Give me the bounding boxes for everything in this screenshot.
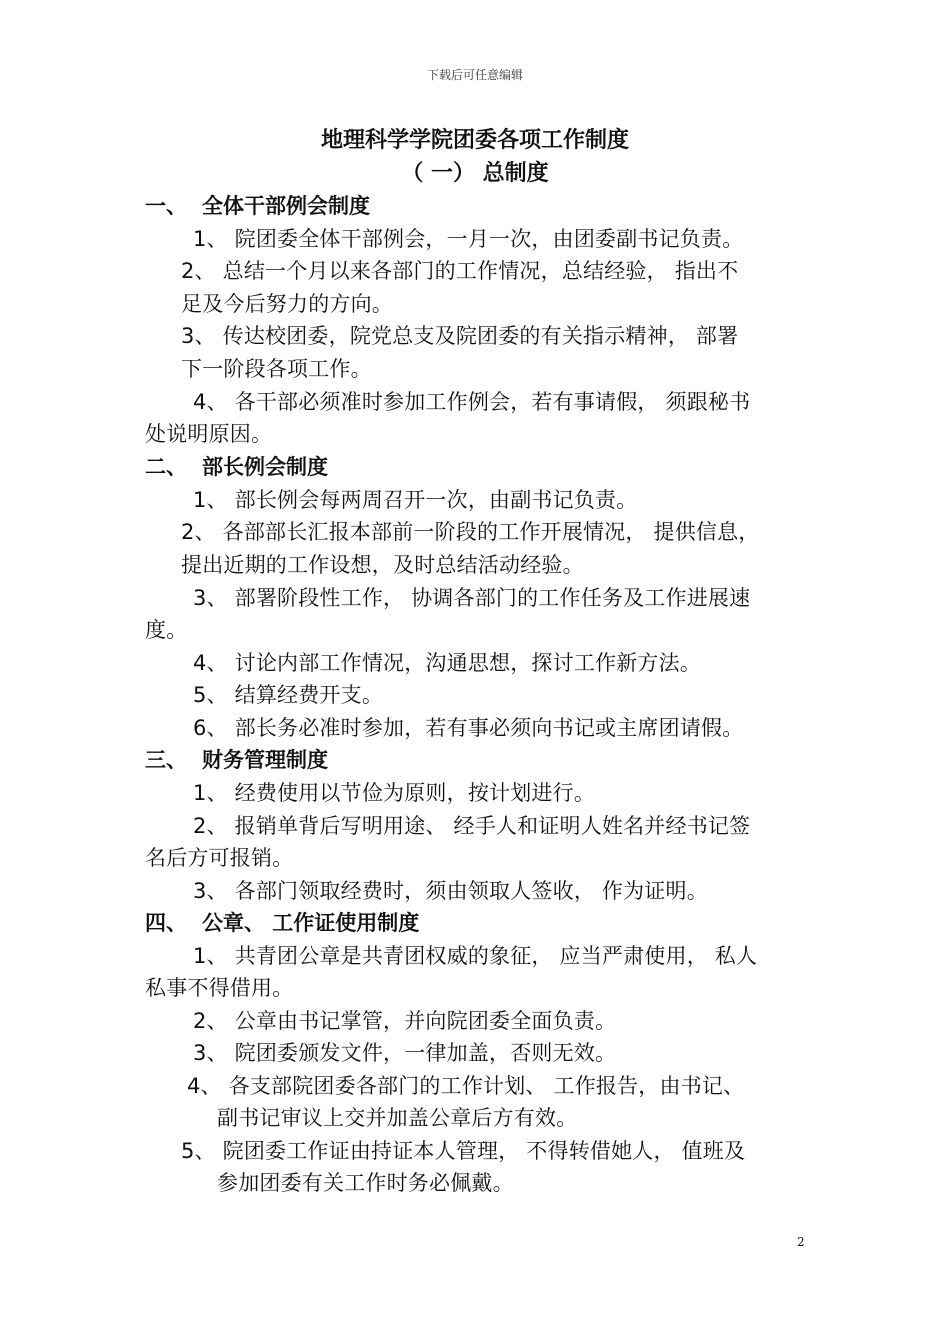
list-item-continuation: 足及今后努力的方向。 — [181, 292, 393, 316]
page-number: 2 — [797, 1235, 805, 1249]
list-item-continuation: 处说明原因。 — [145, 422, 273, 446]
list-item: 1、 经费使用以节俭为原则，按计划进行。 — [193, 781, 596, 805]
section-heading — [145, 907, 419, 937]
list-item-continuation: 度。 — [145, 618, 188, 642]
list-item: 2、 公章由书记掌管，并向院团委全面负责。 — [193, 1009, 617, 1033]
list-item-continuation: 名后方可报销。 — [145, 846, 294, 870]
list-item: 3、 各部门领取经费时，须由领取人签收， 作为证明。 — [193, 879, 708, 903]
list-item-continuation: 提出近期的工作设想，及时总结活动经验。 — [181, 553, 584, 577]
document-title: 地理科学学院团委各项工作制度 — [320, 128, 629, 153]
section-title: 公章、 工作证使用制度 — [202, 911, 420, 935]
list-item: 5、 结算经费开支。 — [193, 683, 384, 707]
list-item: 5、 院团委工作证由持证本人管理， 不得转借她人， 值班及 — [181, 1139, 746, 1163]
section-number: 二、 — [145, 455, 187, 479]
list-item: 3、 传达校团委，院党总支及院团委的有关指示精神， 部署 — [181, 324, 739, 348]
list-item-continuation: 参加团委有关工作时务必佩戴。 — [217, 1171, 514, 1195]
list-item-continuation: 私事不得借用。 — [145, 976, 294, 1000]
list-item: 1、 院团委全体干部例会，一月一次，由团委副书记负责。 — [193, 227, 744, 251]
section-title: 全体干部例会制度 — [202, 194, 370, 218]
list-item: 1、 共青团公章是共青团权威的象征， 应当严肃使用， 私人 — [193, 944, 758, 968]
section-title: 部长例会制度 — [202, 455, 328, 479]
page-header: 下载后可任意编辑 — [426, 68, 523, 82]
list-item: 3、 部署阶段性工作， 协调各部门的工作任务及工作进展速 — [193, 586, 751, 610]
list-item: 4、 讨论内部工作情况，沟通思想，探讨工作新方法。 — [193, 651, 702, 675]
list-item: 2、 报销单背后写明用途、 经手人和证明人姓名并经书记签 — [193, 814, 751, 838]
section-heading — [145, 190, 370, 220]
list-item: 4、 各干部必须准时参加工作例会，若有事请假， 须跟秘书 — [193, 390, 751, 414]
list-item: 1、 部长例会每两周召开一次，由副书记负责。 — [193, 488, 638, 512]
list-item-continuation: 下一阶段各项工作。 — [181, 357, 372, 381]
section-number: 一、 — [145, 194, 187, 218]
list-item: 2、 总结一个月以来各部门的工作情况，总结经验， 指出不 — [181, 259, 739, 283]
section-number: 四、 — [145, 911, 187, 935]
section-heading — [145, 451, 328, 481]
section-heading — [145, 744, 328, 774]
section-number: 三、 — [145, 748, 187, 772]
document-subtitle: （ 一） 总制度 — [401, 161, 549, 186]
list-item-continuation: 副书记审议上交并加盖公章后方有效。 — [217, 1106, 578, 1130]
list-item: 2、 各部部长汇报本部前一阶段的工作开展情况， 提供信息， — [181, 520, 760, 544]
section-title: 财务管理制度 — [202, 748, 328, 772]
list-item: 4、 各支部院团委各部门的工作计划、 工作报告，由书记、 — [187, 1074, 745, 1098]
list-item: 3、 院团委颁发文件，一律加盖，否则无效。 — [193, 1041, 617, 1065]
list-item: 6、 部长务必准时参加，若有事必须向书记或主席团请假。 — [193, 716, 744, 740]
